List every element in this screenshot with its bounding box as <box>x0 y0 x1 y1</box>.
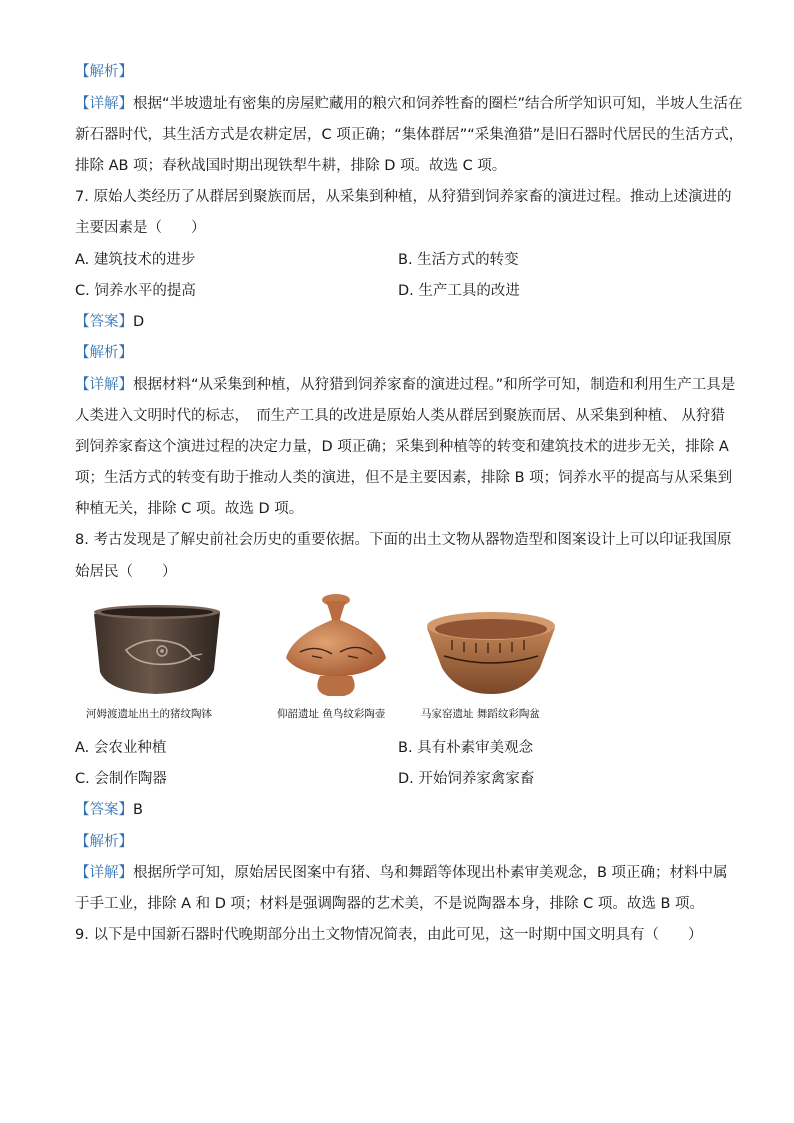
q7-detail-line-5: 种植无关，排除 C 项。故选 D 项。 <box>75 501 304 517</box>
caption-pig-bowl: 河姆渡遗址出土的猪纹陶钵 <box>86 708 212 720</box>
q7-option-d: D. 生产工具的改进 <box>398 283 520 299</box>
q8-option-a: A. 会农业种植 <box>75 740 167 756</box>
q7-detail-line-4: 项；生活方式的转变有助于推动人类的演进，但不是主要因素，排除 B 项；饲养水平的提高与从采集到 <box>75 470 733 486</box>
q8-analysis-heading: 【解析】 <box>75 834 133 850</box>
q8-option-b: B. 具有朴素审美观念 <box>398 740 534 756</box>
q7-answer: 【答案】D <box>75 314 145 330</box>
caption-dancing-basin: 马家窑遗址 舞蹈纹彩陶盆 <box>421 708 540 720</box>
pig-pattern-bowl-image <box>88 600 226 698</box>
q7-detail-line-1: 【详解】根据材料“从采集到种植，从狩猎到饲养家畜的演进过程。”和所学可知，制造和利用生产工具是 <box>75 377 736 393</box>
q7-stem-line-1: 7. 原始人类经历了从群居到聚族而居，从采集到种植，从狩猎到饲养家畜的演进过程。推动上述演进的 <box>75 189 732 205</box>
caption-fish-bird-pot: 仰韶遗址 鱼鸟纹彩陶壶 <box>277 708 386 720</box>
q7-detail-line-3: 到饲养家畜这个演进过程的决定力量，D 项正确；采集到种植等的转变和建筑技术的进步无关，排除 A <box>75 439 729 455</box>
q9-stem-line-1: 9. 以下是中国新石器时代晚期部分出土文物情况简表，由此可见，这一时期中国文明具有（ ） <box>75 927 703 943</box>
q6-detail-line-2: 新石器时代，其生活方式是农耕定居，C 项正确；“集体群居”“采集渔猎”是旧石器时代居民的生活方式， <box>75 127 744 143</box>
q7-stem-line-2: 主要因素是（ ） <box>75 220 206 236</box>
q6-detail-line-1: 【详解】根据“半坡遗址有密集的房屋贮藏用的粮穴和饲养牲畜的圈栏”结合所学知识可知，半坡人生活在 <box>75 96 743 112</box>
q7-analysis-heading: 【解析】 <box>75 345 133 361</box>
fish-bird-pot-image <box>282 592 390 700</box>
q6-analysis-heading: 【解析】 <box>75 64 133 80</box>
q6-detail-line-3: 排除 AB 项；春秋战国时期出现铁犁牛耕，排除 D 项。故选 C 项。 <box>75 158 507 174</box>
q8-option-d: D. 开始饲养家禽家畜 <box>398 771 535 787</box>
q7-detail-line-2: 人类进入文明时代的标志， 而生产工具的改进是原始人类从群居到聚族而居、从采集到种植、 从狩猎 <box>75 408 725 424</box>
q8-answer: 【答案】B <box>75 802 143 818</box>
q8-option-c: C. 会制作陶器 <box>75 771 167 787</box>
q8-detail-line-2: 于手工业，排除 A 和 D 项；材料是强调陶器的艺术美，不是说陶器本身，排除 C 项。故选 B 项。 <box>75 896 705 912</box>
q8-detail-line-1: 【详解】根据所学可知，原始居民图案中有猪、鸟和舞蹈等体现出朴素审美观念，B 项正确；材料中属 <box>75 865 728 881</box>
q8-stem-line-2: 始居民（ ） <box>75 564 177 580</box>
q7-option-a: A. 建筑技术的进步 <box>75 252 196 268</box>
dancing-pattern-basin-image <box>424 606 558 698</box>
q8-stem-line-1: 8. 考古发现是了解史前社会历史的重要依据。下面的出土文物从器物造型和图案设计上可以印证我国原 <box>75 532 732 548</box>
q7-option-c: C. 饲养水平的提高 <box>75 283 196 299</box>
q7-option-b: B. 生活方式的转变 <box>398 252 519 268</box>
